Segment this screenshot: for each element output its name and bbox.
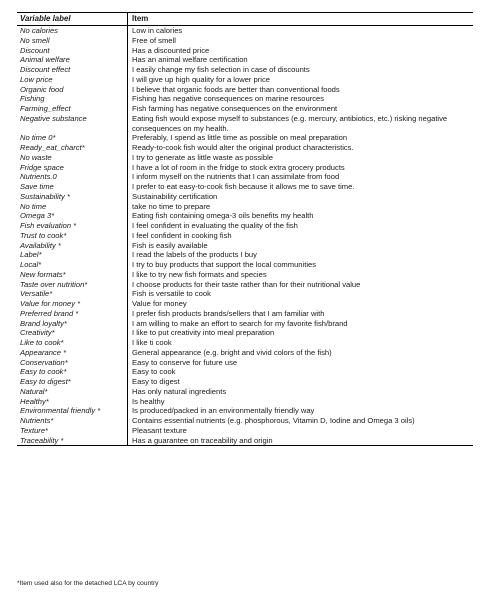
item-cell: I feel confident in cooking fish	[132, 230, 232, 240]
variable-label-cell: Farming_effect	[17, 104, 128, 114]
table-row	[17, 202, 473, 212]
item-cell: Preferably, I spend as little time as possible on meal preparation	[132, 133, 348, 143]
variable-label-cell: Sustainability *	[17, 192, 128, 202]
table-header-row	[17, 13, 473, 25]
table-row	[17, 260, 473, 270]
item-cell: I am willing to make an effort to search for my favorite fish/brand	[132, 318, 348, 328]
item-cell: take no time to prepare	[132, 201, 211, 211]
item-cell: I like to try new fish formats and species	[132, 269, 267, 279]
item-cell: Contains essential nutrients (e.g. phosphorous, Vitamin D, Iodine and Omega 3 oils)	[132, 416, 415, 425]
item-cell: Has an animal welfare certification	[132, 55, 248, 65]
variable-label-cell: Easy to digest*	[17, 377, 128, 387]
item-cell: I feel confident in evaluating the quality of the fish	[132, 221, 298, 230]
variable-label-cell: Traceability *	[17, 436, 128, 446]
item-cell: I prefer to eat easy-to-cook fish because it allows me to save time.	[132, 182, 355, 191]
item-cell: Is produced/packed in an environmentally friendly way	[132, 406, 315, 416]
variable-label-cell: Low price	[17, 75, 128, 85]
table-row	[17, 280, 473, 290]
variable-label-cell: Label*	[17, 250, 128, 260]
table-row	[17, 85, 473, 95]
table-row	[17, 416, 473, 426]
variable-label-cell: Creativity*	[17, 328, 128, 338]
item-cell: I inform myself on the nutrients that I can assimilate from food	[132, 172, 340, 182]
variables-table	[17, 12, 473, 446]
variable-label-cell: Fridge space	[17, 163, 128, 173]
item-cell: Fishing has negative consequences on marine resources	[132, 94, 325, 104]
item-cell: I believe that organic foods are better than conventional foods	[132, 84, 340, 94]
variable-label-cell: No time	[17, 202, 128, 212]
table-row	[17, 426, 473, 436]
table-row	[17, 153, 473, 163]
variable-label-cell: Brand loyalty*	[17, 319, 128, 329]
item-cell: I prefer fish products brands/sellers that I am familiar with	[132, 308, 325, 318]
item-cell: I will give up high quality for a lower price	[132, 74, 271, 84]
table-row	[17, 377, 473, 387]
variable-label-cell: Animal welfare	[17, 55, 128, 65]
item-cell: I easily change my fish selection in case of discounts	[132, 65, 310, 74]
item-cell: I try to generate as little waste as possible	[132, 152, 273, 162]
table-row	[17, 75, 473, 85]
variable-label-cell: Organic food	[17, 85, 128, 95]
item-cell: Ready-to-cook fish would alter the original product characteristics.	[132, 143, 354, 152]
table-row	[17, 406, 473, 416]
variable-label-cell: Omega 3*	[17, 211, 128, 221]
table-row	[17, 348, 473, 358]
table-row	[17, 94, 473, 104]
variable-label-cell: New formats*	[17, 270, 128, 280]
item-cell: I choose products for their taste rather than for their nutritional value	[132, 279, 361, 289]
item-cell: I try to buy products that support the local communities	[132, 260, 317, 269]
table-bottom-rule	[17, 445, 473, 446]
variable-label-cell: Ready_eat_charct*	[17, 143, 128, 153]
variable-label-cell: Fishing	[17, 94, 128, 104]
variable-label-cell: Versatile*	[17, 289, 128, 299]
table-row	[17, 358, 473, 368]
variable-label-cell: Preferred brand *	[17, 309, 128, 319]
table-row	[17, 436, 473, 446]
table-row	[17, 270, 473, 280]
table-row	[17, 211, 473, 221]
item-cell: Fish is easily available	[132, 240, 208, 250]
variable-label-cell: Nutrients*	[17, 416, 128, 426]
variable-label-cell: No waste	[17, 153, 128, 163]
item-cell: Has a guarantee on traceability and origin	[132, 435, 273, 445]
item-cell: Pleasant texture	[132, 425, 187, 435]
table-row	[17, 231, 473, 241]
table-footnote: *Item used also for the detached LCA by country	[17, 580, 159, 587]
item-cell: Has a discounted price	[132, 45, 210, 55]
table-row	[17, 46, 473, 56]
item-cell: Fish farming has negative consequences on the environment	[132, 104, 338, 113]
table-row	[17, 133, 473, 143]
header-item: Item	[132, 14, 149, 23]
item-cell: Low in calories	[132, 26, 183, 35]
item-cell: Easy to cook	[132, 367, 176, 377]
table-row	[17, 319, 473, 329]
table-row	[17, 65, 473, 75]
table-row	[17, 143, 473, 153]
item-cell: Free of smell	[132, 35, 176, 45]
table-row	[17, 397, 473, 407]
variable-label-cell: No smell	[17, 36, 128, 46]
variable-label-cell: Conservation*	[17, 358, 128, 368]
table-row	[17, 289, 473, 299]
table-row	[17, 182, 473, 192]
table-row	[17, 367, 473, 377]
item-cell: Eating fish containing omega-3 oils benefits my health	[132, 211, 314, 221]
table-row	[17, 387, 473, 397]
variable-label-cell: Discount	[17, 46, 128, 56]
variable-label-cell: Availability *	[17, 241, 128, 251]
variable-label-cell: Easy to cook*	[17, 367, 128, 377]
table-row	[17, 55, 473, 65]
table-row	[17, 172, 473, 182]
table-row	[17, 338, 473, 348]
variable-label-cell: Texture*	[17, 426, 128, 436]
table-row	[17, 36, 473, 46]
table-row	[17, 163, 473, 173]
table-row	[17, 250, 473, 260]
item-cell: I have a lot of room in the fridge to stock extra grocery products	[132, 162, 345, 172]
table-row	[17, 309, 473, 319]
variable-label-cell: Trust to cook*	[17, 231, 128, 241]
table-row	[17, 241, 473, 251]
table-row	[17, 114, 473, 134]
table-body	[17, 26, 473, 445]
item-cell: I like to put creativity into meal preparation	[132, 328, 275, 338]
table-row	[17, 104, 473, 114]
item-cell: Easy to digest	[132, 377, 180, 386]
item-cell: Sustainability certification	[132, 191, 218, 201]
variable-label-cell: Fish evaluation *	[17, 221, 128, 231]
variable-label-cell: Like to cook*	[17, 338, 128, 348]
item-cell: Is healthy	[132, 396, 165, 406]
variable-label-cell: Natural*	[17, 387, 128, 397]
item-cell: Value for money	[132, 299, 187, 308]
table-row	[17, 328, 473, 338]
table-row	[17, 26, 473, 36]
table-row	[17, 299, 473, 309]
variable-label-cell: Healthy*	[17, 397, 128, 407]
header-variable-label: Variable label	[17, 13, 128, 25]
variable-label-cell: Value for money *	[17, 299, 128, 309]
variable-label-cell: No time 0*	[17, 133, 128, 143]
variable-label-cell: Appearance *	[17, 348, 128, 358]
variable-label-cell: Taste over nutrition*	[17, 280, 128, 290]
item-cell: Fish is versatile to cook	[132, 289, 211, 299]
variable-label-cell: Environmental friendly *	[17, 406, 128, 416]
variable-label-cell: Local*	[17, 260, 128, 270]
item-cell: Has only natural ingredients	[132, 386, 227, 396]
item-cell: Easy to conserve for future use	[132, 357, 238, 367]
table-row	[17, 192, 473, 202]
variable-label-cell: Discount effect	[17, 65, 128, 75]
variable-label-cell: No calories	[17, 26, 128, 36]
item-cell: I like ti cook	[132, 338, 172, 347]
variable-label-cell: Nutrients.0	[17, 172, 128, 182]
item-cell: I read the labels of the products I buy	[132, 250, 257, 260]
variable-label-cell: Negative substance	[17, 114, 128, 134]
table-row	[17, 221, 473, 231]
variable-label-cell: Save time	[17, 182, 128, 192]
item-cell: General appearance (e.g. bright and vivid colors of the fish)	[132, 347, 332, 357]
item-cell: Eating fish would expose myself to substances (e.g. mercury, antibiotics, etc.) risking negative consequences on my health.	[132, 113, 448, 133]
